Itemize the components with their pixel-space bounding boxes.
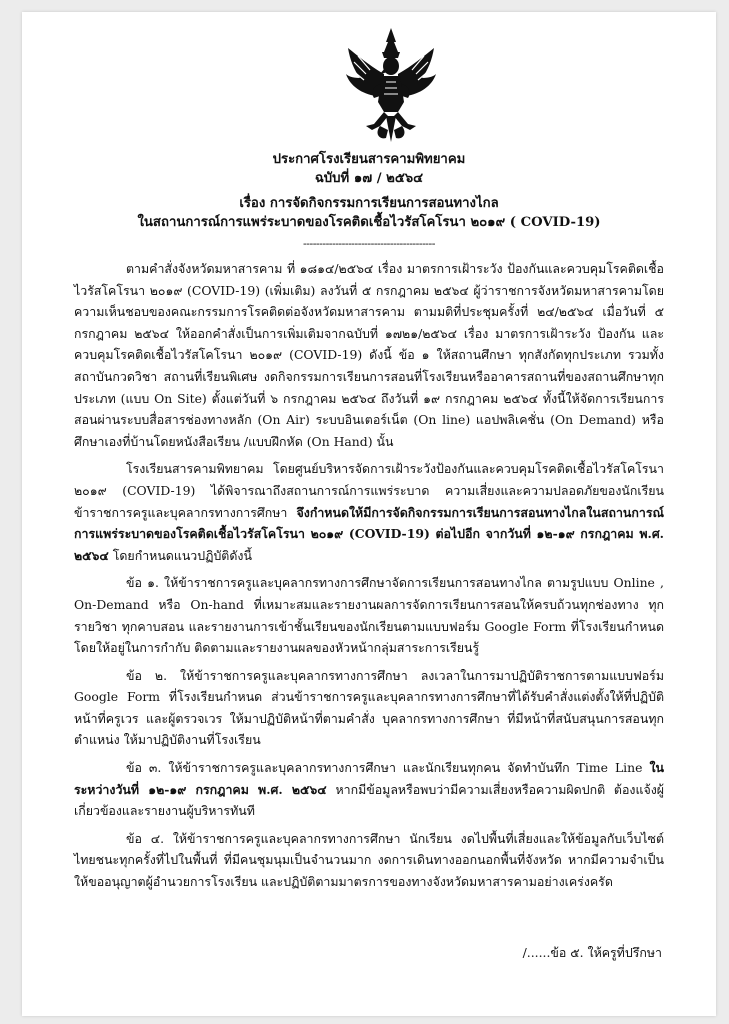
announcement-number: ฉบับที่ ๑๗ / ๒๕๖๔ (314, 171, 424, 186)
clause-1: ข้อ ๑. ให้ข้าราชการครูและบุคลากรทางการศึกษาจัดการเรียนการสอนทางไกล ตามรูปแบบ Online , On-Demand หรือ On-hand ที่เหมาะสมและรายงานผลการจัดการเรียนการสอนให้ครบถ้วนทุกช่องทาง ทุกรายวิชา ทุกคาบสอน และรายงานการเข้าชั้นเรียนของนักเรียนตามแบบฟอร์ม Google Form ที่โรงเรียนกำหนด โดยให้อยู่ในการกำกับ ติดตามและรายงานผลของหัวหน้ากลุ่มสาระการเรียนรู้ (74, 575, 664, 656)
clause-3 (74, 757, 664, 822)
clause-3-text: ข้อ ๓. ให้ข้าราชการครูและบุคลากรทางการศึกษา และนักเรียนทุกคน จัดทำบันทึก Time Line (126, 760, 650, 776)
paragraph-2-text: โรงเรียนสารคามพิทยาคม โดยศูนย์บริหารจัดการเฝ้าระวังป้องกันและควบคุมโรคติดเชื้อไวรัสโคโรนา ๒๐๑๙ (COVID-19) ได้พิจารณาถึงสถานการณ์การแพร่ระบาด ความเสี่ยงและความปลอดภัยของนักเรียน ข้าราชการครูและบุคลากรทางการศึกษา (74, 461, 664, 520)
paragraph-2-emphasis: จึงกำหนดให้มีการจัดกิจกรรมการเรียนการสอนทางไกลในสถานการณ์การแพร่ระบาดของโรคติดเชื้อไวรัสโคโรนา ๒๐๑๙ (COVID-19) ต่อไปอีก จากวันที่ ๑๒-๑๙ กรกฎาคม พ.ศ. ๒๕๖๔ (74, 504, 664, 563)
clause-4: ข้อ ๔. ให้ข้าราชการครูและบุคลากรทางการศึกษา นักเรียน งดไปพื้นที่เสี่ยงและให้ข้อมูลกับเว็บไซต์ไทยชนะทุกครั้งที่ไปในพื้นที่ ที่มีคนชุมนุมเป็นจำนวนมาก งดการเดินทางออกนอกพื้นที่จังหวัด หากมีความจำเป็นให้ขออนุญาตผู้อำนวยการโรงเรียน และปฏิบัติตามมาตรการของทางจังหวัดมหาสารคามอย่างเคร่งครัด (74, 830, 664, 890)
paragraph-2 (74, 458, 664, 566)
announcement-subject: เรื่อง การจัดกิจกรรมการเรียนการสอนทางไกล (239, 196, 499, 211)
announcement-subject-continued: ในสถานการณ์การแพร่ระบาดของโรคติดเชื้อไวรัสโคโรนา ๒๐๑๙ ( COVID-19) (137, 215, 601, 230)
announcement-title: ประกาศโรงเรียนสารคามพิทยาคม (272, 152, 466, 167)
paragraph-1: ตามคำสั่งจังหวัดมหาสารคาม ที่ ๑๘๑๔/๒๕๖๔ เรื่อง มาตรการเฝ้าระวัง ป้องกันและควบคุมโรคติดเชื้อไวรัสโคโรนา ๒๐๑๙ (COVID-19) (เพิ่มเติม) ลงวันที่ ๕ กรกฎาคม ๒๕๖๔ ผู้ว่าราชการจังหวัดมหาสารคามโดยความเห็นชอบของคณะกรรมการโรคติดต่อจังหวัดมหาสารคาม ตามมติที่ประชุมครั้งที่ ๒๔/๒๕๖๔ เมื่อวันที่ ๕ กรกฎาคม ๒๕๖๔ ให้ออกคำสั่งเป็นการเพิ่มเติมจากฉบับที่ ๑๗๒๑/๒๕๖๔ เรื่อง มาตรการเฝ้าระวัง ป้องกัน และควบคุมโรคติดเชื้อไวรัสโคโรนา ๒๐๑๙ (COVID-19) ดังนี้ ข้อ ๑ ให้สถานศึกษา ทุกสังกัดทุกประเภท รวมทั้งสถาบันกวดวิชา สถานที่เรียนพิเศษ งดกิจกรรมการเรียนการสอนที่โรงเรียนหรืออาคารสถานที่ของสถานศึกษาทุกประเภท (แบบ On Site) ตั้งแต่วันที่ ๖ กรกฎาคม ๒๕๖๔ ถึงวันที่ ๑๙ กรกฎาคม ๒๕๖๔ ทั้งนี้ให้จัดการเรียนการสอนผ่านระบบสื่อสารช่องทางหลัก (On Air) ระบบอินเตอร์เน็ต (On line) แอปพลิเคชั่น (On Demand) หรือศึกษาเองที่บ้านโดยหนังสือเรียน /แบบฝึกหัด (On Hand) นั้น (74, 261, 664, 449)
garuda-emblem-icon (344, 26, 438, 144)
clause-2: ข้อ ๒. ให้ข้าราชการครูและบุคลากรทางการศึกษา ลงเวลาในการมาปฏิบัติราชการตามแบบฟอร์ม Google Form ที่โรงเรียนกำหนด ส่วนข้าราชการครูและบุคลากรทางการศึกษาที่ได้รับคำสั่งแต่งตั้งให้ที่ปฏิบัติหน้าที่ครูเวร และผู้ตรวจเวร ให้มาปฏิบัติหน้าที่ตามคำสั่ง บุคลากรทางการศึกษา ที่มีหน้าที่สนับสนุนการสอนทุกตำแหน่ง ให้มาปฏิบัติงานที่โรงเรียน (74, 667, 664, 748)
clause-3-tail: หากมีข้อมูลหรือพบว่ามีความเสี่ยงหรือความผิดปกติ ต้องแจ้งผู้เกี่ยวข้องและรายงานผู้บริหารทันที (74, 781, 665, 819)
document-page (22, 12, 716, 1016)
announcement-body (74, 258, 664, 899)
title-divider: ----------------------------------------- (303, 237, 435, 250)
clause-3-emphasis: ในระหว่างวันที่ ๑๒-๑๙ กรกฎาคม พ.ศ. ๒๕๖๔ (74, 760, 664, 797)
paragraph-2-tail: โดยกำหนดแนวปฏิบัติดังนี้ (108, 547, 252, 563)
continued-note: /......ข้อ ๕. ให้ครูที่ปรึกษา (522, 945, 662, 960)
